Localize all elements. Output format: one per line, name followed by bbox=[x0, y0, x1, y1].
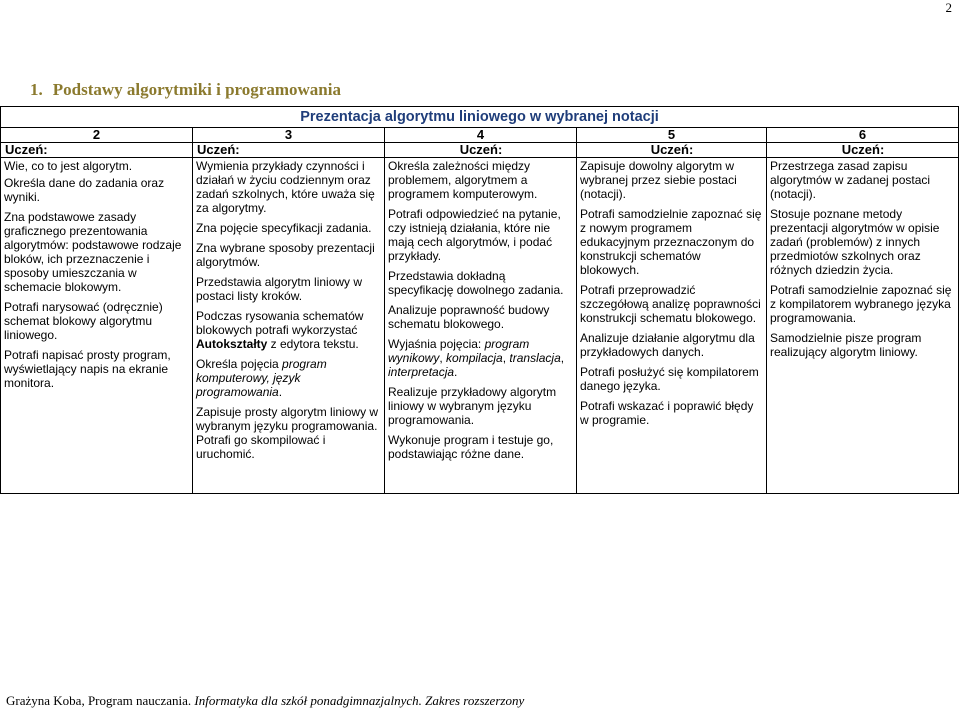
grade-header-4: 4 bbox=[385, 128, 577, 143]
requirement: Potrafi wskazać i poprawić błędy w programie. bbox=[580, 399, 754, 427]
requirement: Realizuje przykładowy algorytm liniowy w wybranym języku programowania. bbox=[388, 385, 557, 427]
requirement: Potrafi napisać prosty program, wyświetlający napis na ekranie monitora. bbox=[4, 348, 171, 390]
requirement: Wyjaśnia pojęcia: program wynikowy, kompilacja, translacja, interpretacja. bbox=[388, 337, 565, 379]
requirement: Potrafi posłużyć się kompilatorem danego języka. bbox=[580, 365, 759, 393]
footer-author: Grażyna Koba bbox=[6, 693, 82, 708]
section-title: Podstawy algorytmiki i programowania bbox=[52, 80, 341, 99]
requirement: Określa zależności między problemem, algorytmem a programem komputerowym. bbox=[388, 159, 538, 201]
content-grade-4 bbox=[385, 158, 577, 494]
section-heading bbox=[30, 80, 341, 100]
requirement: Przedstawia algorytm liniowy w postaci listy kroków. bbox=[196, 275, 363, 303]
requirement: Potrafi przeprowadzić szczegółową analizę poprawności konstrukcji schematu blokowego. bbox=[580, 283, 761, 325]
requirement: Zna podstawowe zasady graficznego prezentowania algorytmów: podstawowe rodzaje bloków, ich przeznaczenie i sposoby umieszczania w schemacie blokowym. bbox=[4, 210, 182, 294]
content-grade-3 bbox=[193, 158, 385, 494]
requirement: Stosuje poznane metody prezentacji algorytmów w opisie zadań (problemów) z innych przedmiotów szkolnych oraz różnych dziedzin życia. bbox=[770, 207, 940, 277]
uczen-row bbox=[1, 143, 959, 158]
uczen-label: Uczeń: bbox=[767, 143, 959, 158]
grade-header-row bbox=[1, 128, 959, 143]
footer: Grażyna Koba, Program nauczania. Informatyka dla szkół ponadgimnazjalnych. Zakres rozszerzony bbox=[6, 693, 525, 708]
uczen-label: Uczeń: bbox=[385, 143, 577, 158]
requirement: Potrafi samodzielnie zapoznać się z nowym programem edukacyjnym przeznaczonym do konstrukcji schematów blokowych. bbox=[580, 207, 762, 277]
requirement: Zapisuje prosty algorytm liniowy w wybranym języku programowania. Potrafi go skompilować i uruchomić. bbox=[196, 405, 379, 461]
requirement: Zapisuje dowolny algorytm w wybranej przez siebie postaci (notacji). bbox=[580, 159, 737, 201]
page-number: 2 bbox=[945, 0, 952, 15]
requirement: Wymienia przykłady czynności i działań w życiu codziennym oraz zadań szkolnych, które uważa się za algorytmy. bbox=[196, 159, 375, 215]
grade-header-5: 5 bbox=[577, 128, 767, 143]
requirement: Potrafi narysować (odręcznie) schemat blokowy algorytmu liniowego. bbox=[4, 300, 163, 342]
requirement: Przedstawia dokładną specyfikację dowolnego zadania. bbox=[388, 269, 564, 297]
requirement: Określa pojęcia program komputerowy, język programowania. bbox=[196, 357, 327, 399]
content-grade-2 bbox=[1, 158, 193, 494]
content-row bbox=[1, 158, 959, 494]
table-title: Prezentacja algorytmu liniowego w wybranej notacji bbox=[1, 107, 959, 128]
uczen-label: Uczeń: bbox=[1, 143, 193, 158]
requirement: Zna wybrane sposoby prezentacji algorytmów. bbox=[196, 241, 375, 269]
section-number: 1. bbox=[30, 80, 43, 99]
requirement: Potrafi samodzielnie zapoznać się z kompilatorem wybranego języka programowania. bbox=[770, 283, 952, 325]
requirement: Zna pojęcie specyfikacji zadania. bbox=[196, 221, 372, 235]
grade-header-6: 6 bbox=[767, 128, 959, 143]
grade-header-3: 3 bbox=[193, 128, 385, 143]
requirement: Wykonuje program i testuje go, podstawiając różne dane. bbox=[388, 433, 554, 461]
content-grade-5 bbox=[577, 158, 767, 494]
requirement: Przestrzega zasad zapisu algorytmów w zadanej postaci (notacji). bbox=[770, 159, 931, 201]
requirements-table bbox=[0, 106, 959, 494]
uczen-label: Uczeń: bbox=[193, 143, 385, 158]
requirement: Potrafi odpowiedzieć na pytanie, czy istnieją działania, które nie mają cech algorytmów, i podać przykłady. bbox=[388, 207, 561, 263]
requirement: Wie, co to jest algorytm. bbox=[4, 159, 133, 173]
footer-title: Informatyka dla szkół ponadgimnazjalnych. Zakres rozszerzony bbox=[194, 693, 525, 708]
content-grade-6 bbox=[767, 158, 959, 494]
requirement: Określa dane do zadania oraz wyniki. bbox=[4, 176, 165, 204]
uczen-label: Uczeń: bbox=[577, 143, 767, 158]
requirement: Analizuje poprawność budowy schematu blokowego. bbox=[388, 303, 550, 331]
requirement: Samodzielnie pisze program realizujący algorytm liniowy. bbox=[770, 331, 922, 359]
requirement: Podczas rysowania schematów blokowych potrafi wykorzystać Autokształty z edytora tekstu. bbox=[196, 309, 364, 351]
requirement: Analizuje działanie algorytmu dla przykładowych danych. bbox=[580, 331, 755, 359]
grade-header-2: 2 bbox=[1, 128, 193, 143]
